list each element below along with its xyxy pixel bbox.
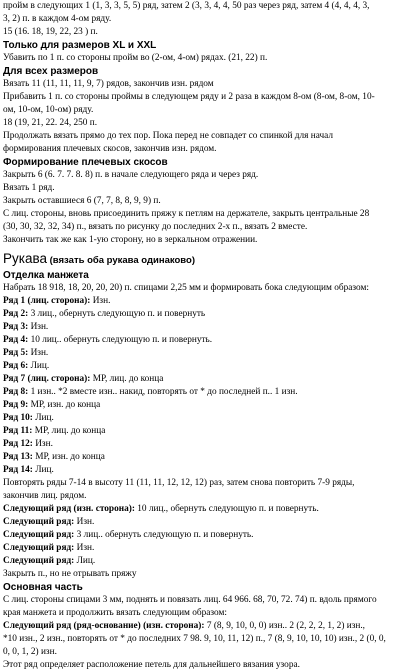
row-text: 1 изн.. *2 вместе изн.. накид, повторять от * до последней п.. 1 изн. [28, 387, 298, 397]
instruction-row [3, 412, 405, 425]
text-line: Закрыть 6 (6. 7. 7. 8. 8) п. в начале следующего ряда и через ряд. [3, 170, 259, 180]
text-line: Убавить по 1 п. со стороны пройм во (2-ом, 4-ом) рядах. (21, 22) п. [3, 53, 268, 63]
row-text: Изн. [28, 348, 49, 358]
text-line: пройм в следующих 1 (1, 3, 3, 5, 5) ряд, затем 2 (3, 3, 4, 4, 50 раз через ряд, затем 4 (4, 4, 4, 3, [3, 1, 370, 11]
text-line: ом, 10-ом, 10-ом) ряду. [3, 105, 94, 115]
row-text: Лиц. [32, 413, 54, 423]
text-line: Вязать 11 (11, 11, 11, 9, 7) рядов, закончив изн. рядом [3, 79, 214, 89]
row-label: Ряд 5: [3, 348, 29, 358]
instruction-row [3, 399, 405, 412]
row-text: 3 лиц., обернуть следующую п. и повернуть [28, 309, 206, 319]
chapter-title: Рукава [3, 251, 47, 266]
row-label: Следующий ряд (изн. сторона): [3, 504, 135, 514]
text-line: 3, 2) п. в каждом 4-ом ряду. [3, 14, 112, 24]
text-line: *10 изн., 2 изн., повторять от * до последних 7 98. 9, 10, 11, 12) п., 7 (8, 9, 10, 10, 10) изн., 2 (0, 0, [3, 634, 386, 644]
row-label: Ряд 9: [3, 400, 29, 410]
text-line: Закрыть оставшиеся 6 (7, 7, 8, 8, 9, 9) п. [3, 196, 161, 206]
instruction-row [3, 308, 405, 321]
instruction-row [3, 334, 405, 347]
row-label: Ряд 10: [3, 413, 33, 423]
instruction-row [3, 464, 405, 477]
row-text: Изн. [32, 439, 53, 449]
section-heading: Для всех размеров [3, 66, 99, 77]
instruction-row [3, 425, 405, 438]
instruction-row [3, 360, 405, 373]
text-line: С лиц. стороны спицами 3 мм, поднять и повязать лиц. 64 966. 68, 70, 72. 74) п. вдоль прямого [3, 595, 377, 605]
text-line: края манжета и продолжить вязать следующим образом: [3, 608, 227, 618]
row-text: МР, лиц. до конца [32, 426, 106, 436]
instruction-row [3, 386, 405, 399]
section-heading: Основная часть [3, 582, 83, 593]
instruction-row [3, 373, 405, 386]
instruction-row [3, 503, 405, 516]
row-text: 10 лиц.. обернуть следующую п. и повернуть. [28, 335, 213, 345]
row-label: Ряд 14: [3, 465, 33, 475]
row-label: Ряд 13: [3, 452, 33, 462]
row-text: МР, изн. до конца [28, 400, 101, 410]
text-line: Этот ряд определяет расположение петель для дальнейшего вязания узора. [3, 660, 300, 670]
text-line: Закончить так же как 1-ую сторону, но в зеркальном отражении. [3, 235, 258, 245]
text-line: закончив лиц. рядом. [3, 491, 87, 501]
row-text: Изн. [28, 322, 49, 332]
section-heading: Только для размеров XL и XXL [3, 40, 157, 51]
text-line: 0, 0, 1, 2) изн. [3, 647, 57, 657]
row-text: 10 лиц., обернуть следующую п. и повернуть. [134, 504, 319, 514]
text-line: 15 (16. 18, 19, 22, 23 ) п. [3, 27, 98, 37]
chapter-note: (вязать оба рукава одинаково) [47, 255, 195, 266]
row-text: Лиц. [74, 556, 96, 566]
row-text: Лиц. [32, 465, 54, 475]
row-label: Ряд 1 (лиц. сторона): [3, 296, 91, 306]
text-line: Вязать 1 ряд. [3, 183, 55, 193]
text-line: С лиц. стороны, вновь присоединить пряжу к петлям на держателе, закрыть центральные 28 [3, 209, 370, 219]
row-label: Следующий ряд: [3, 543, 75, 553]
row-label: Ряд 4: [3, 335, 29, 345]
instruction-row [3, 542, 405, 555]
row-label: Ряд 3: [3, 322, 29, 332]
row-label: Следующий ряд: [3, 556, 75, 566]
instruction-row [3, 529, 405, 542]
text-line: Прибавить 1 п. со стороны проймы в следующем ряду и 2 раза в каждом 8-ом (8-ом, 8-ом, 10- [3, 92, 375, 102]
text-line: формирования плечевых скосов, закончив изн. рядом. [3, 144, 217, 154]
row-text: МР, изн. до конца [32, 452, 105, 462]
row-label: Ряд 11: [3, 426, 33, 436]
section-heading: Формирование плечевых скосов [3, 157, 168, 168]
row-text: Изн. [74, 543, 95, 553]
row-label: Ряд 7 (лиц. сторона): [3, 374, 91, 384]
row-text: Изн. [90, 296, 111, 306]
row-label: Ряд 12: [3, 439, 33, 449]
instruction-row [3, 555, 405, 568]
instruction-row [3, 321, 405, 334]
row-label: Следующий ряд: [3, 530, 75, 540]
instruction-row [3, 451, 405, 464]
row-text: 7 (8, 9, 10, 0, 0) изн.. 2 (2, 2, 2, 1, 2) изн., [204, 621, 366, 631]
instruction-row [3, 438, 405, 451]
row-label: Ряд 2: [3, 309, 29, 319]
row-label: Следующий ряд: [3, 517, 75, 527]
text-line: 18 (19, 21, 22. 24, 250 п. [3, 118, 98, 128]
text-line: (30, 30, 32, 32, 34) п., вязать по рисунку до последних 2-х п., вязать 2 вместе. [3, 222, 308, 232]
instruction-row [3, 516, 405, 529]
row-label: Ряд 6: [3, 361, 29, 371]
instruction-row [3, 347, 405, 360]
row-text: 3 лиц.. обернуть следующую п. и повернуть. [74, 530, 254, 540]
text-line: Продолжать вязать прямо до тех пор. Пока перед не совпадет со спинкой для начал [3, 131, 334, 141]
chapter-heading [3, 251, 405, 269]
text-line: Повторять ряды 7-14 в высоту 11 (11, 11, 12, 12, 12) раз, затем снова повторить 7-9 ряды, [3, 478, 355, 488]
instruction-row [3, 620, 405, 633]
text-line: Закрыть п., но не отрывать пряжу [3, 569, 137, 579]
row-text: Изн. [74, 517, 95, 527]
row-label: Следующий ряд (ряд-основание) (изн. сторона): [3, 621, 205, 631]
row-label: Ряд 8: [3, 387, 29, 397]
text-line: Набрать 18 918, 18, 20, 20, 20) п. спицами 2,25 мм и формировать бока следующим образом: [3, 283, 369, 293]
row-text: МР, лиц. до конца [90, 374, 164, 384]
section-heading: Отделка манжета [3, 270, 89, 281]
instruction-row [3, 295, 405, 308]
row-text: Лиц. [28, 361, 50, 371]
